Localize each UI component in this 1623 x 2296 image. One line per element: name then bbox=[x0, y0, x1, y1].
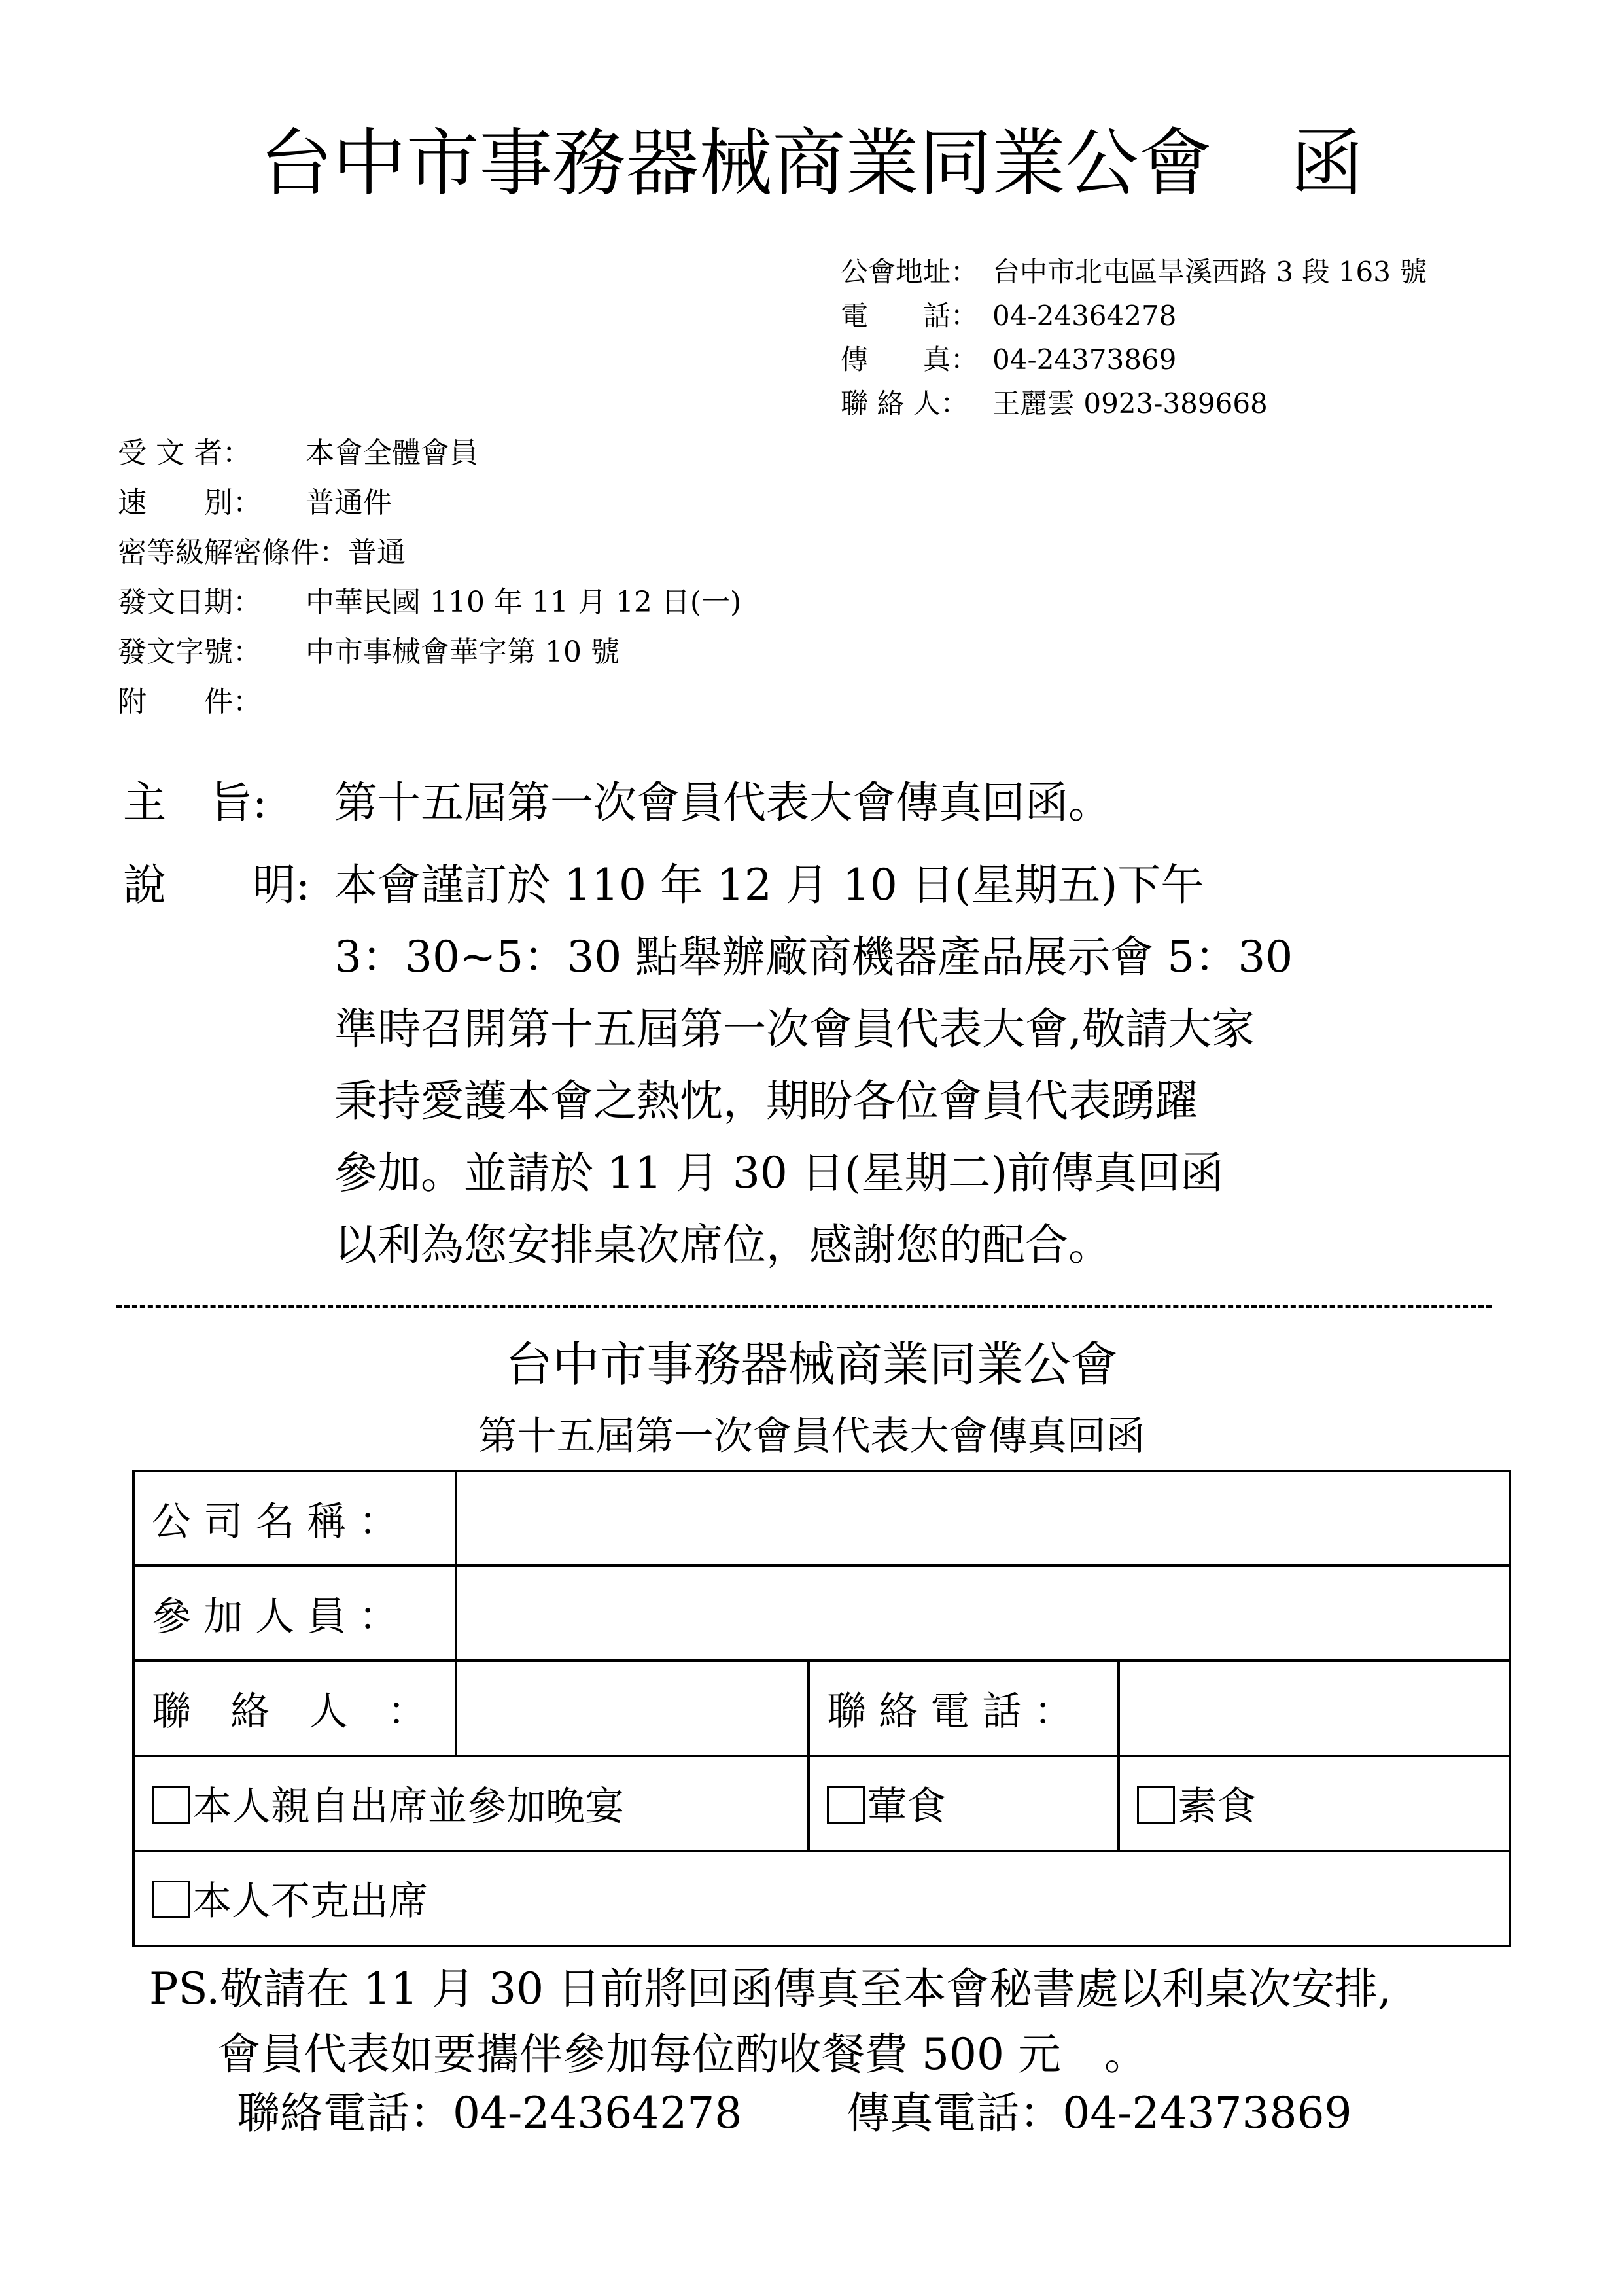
doc-type: 函 bbox=[1290, 121, 1364, 206]
org-fax-label: 傳 真： bbox=[841, 344, 979, 376]
meta-doc-number bbox=[118, 627, 741, 677]
meta-value: 普通件 bbox=[305, 486, 392, 520]
contact-field[interactable] bbox=[456, 1661, 809, 1756]
meat-checkbox[interactable] bbox=[827, 1786, 865, 1824]
ps-note bbox=[149, 1956, 1391, 2087]
document-meta bbox=[118, 429, 741, 727]
org-contact-row bbox=[841, 381, 1427, 425]
meta-attachment bbox=[118, 677, 741, 727]
subject-label: 主 旨: bbox=[123, 777, 268, 828]
org-phone-value: 04-24364278 bbox=[992, 300, 1177, 332]
attendees-row bbox=[133, 1566, 1510, 1661]
absent-option-cell bbox=[133, 1851, 1510, 1946]
meta-label: 受 文 者： bbox=[118, 436, 251, 470]
meat-option-cell bbox=[809, 1756, 1119, 1851]
meat-option-label: 葷食 bbox=[867, 1784, 947, 1830]
attendance-row bbox=[133, 1756, 1510, 1851]
footer-phone: 聯絡電話：04-24364278 bbox=[237, 2088, 742, 2138]
absent-checkbox[interactable] bbox=[152, 1881, 190, 1918]
letter-title bbox=[0, 118, 1623, 209]
explanation-line: 參加。並請於 11 月 30 日(星期二)前傳真回函 bbox=[334, 1148, 1224, 1198]
absent-option-label: 本人不克出席 bbox=[192, 1879, 428, 1925]
company-label: 公 司 名 稱 ： bbox=[133, 1471, 456, 1566]
org-address-label: 公會地址： bbox=[841, 256, 979, 288]
subject-value: 第十五屆第一次會員代表大會傳真回函。 bbox=[334, 777, 1111, 828]
footer-contact bbox=[237, 2081, 1352, 2146]
org-phone-row bbox=[841, 294, 1427, 338]
explanation-line: 準時召開第十五屆第一次會員代表大會,敬請大家 bbox=[334, 1004, 1255, 1054]
org-name: 台中市事務器械商業同業公會 bbox=[259, 121, 1212, 206]
meta-label: 速 別： bbox=[118, 486, 262, 520]
attend-option-label: 本人親自出席並參加晚宴 bbox=[192, 1784, 624, 1830]
meta-classification bbox=[118, 528, 741, 578]
contact-row bbox=[133, 1661, 1510, 1756]
phone-label: 聯 絡 電 話 ： bbox=[809, 1661, 1119, 1756]
absent-row bbox=[133, 1851, 1510, 1946]
attendees-label: 參 加 人 員 ： bbox=[133, 1566, 456, 1661]
meta-value: 中市事械會華字第 10 號 bbox=[305, 635, 620, 669]
footer-fax: 傳真電話：04-24373869 bbox=[846, 2088, 1352, 2138]
veg-option-label: 素食 bbox=[1178, 1784, 1257, 1830]
reply-form-title: 台中市事務器械商業同業公會 bbox=[505, 1337, 1118, 1392]
attend-option-cell bbox=[133, 1756, 809, 1851]
meta-recipient bbox=[118, 429, 741, 478]
explanation-block bbox=[123, 849, 1293, 1281]
explanation-line: 本會謹訂於 110 年 12 月 10 日(星期五)下午 bbox=[334, 860, 1204, 910]
org-address-value: 台中市北屯區旱溪西路 3 段 163 號 bbox=[992, 256, 1427, 288]
meta-label: 發文字號： bbox=[118, 635, 262, 669]
org-fax-value: 04-24373869 bbox=[992, 344, 1177, 376]
explanation-label: 說 明: bbox=[123, 860, 311, 910]
meta-label: 密等級解密條件： bbox=[118, 536, 348, 569]
meta-value: 本會全體會員 bbox=[305, 436, 478, 470]
meta-issue-date bbox=[118, 578, 741, 627]
veg-option-cell bbox=[1119, 1756, 1510, 1851]
meta-label: 附 件： bbox=[118, 685, 262, 718]
explanation-line: 以利為您安排桌次席位，感謝您的配合。 bbox=[334, 1220, 1111, 1270]
explanation-line: 3：30~5：30 點舉辦廠商機器產品展示會 5：30 bbox=[334, 932, 1293, 982]
attend-checkbox[interactable] bbox=[152, 1786, 190, 1824]
attendees-field[interactable] bbox=[456, 1566, 1510, 1661]
org-address-row bbox=[841, 250, 1427, 294]
ps-line-2: 會員代表如要攜伴參加每位酌收餐費 500 元 。 bbox=[217, 2029, 1147, 2079]
reply-form-table bbox=[132, 1470, 1511, 1947]
meta-value: 普通 bbox=[348, 536, 406, 569]
org-phone-label: 電 話： bbox=[841, 300, 979, 332]
phone-field[interactable] bbox=[1119, 1661, 1510, 1756]
meta-urgency bbox=[118, 478, 741, 528]
meta-value: 中華民國 110 年 11 月 12 日(一) bbox=[305, 586, 742, 619]
company-field[interactable] bbox=[456, 1471, 1510, 1566]
contact-label: 聯 絡 人 ： bbox=[133, 1661, 456, 1756]
meta-label: 發文日期： bbox=[118, 586, 262, 619]
subject-line bbox=[123, 767, 1111, 839]
ps-line-1: PS.敬請在 11 月 30 日前將回函傳真至本會秘書處以利桌次安排, bbox=[149, 1964, 1392, 2014]
explanation-text bbox=[334, 849, 1293, 1281]
veg-checkbox[interactable] bbox=[1137, 1786, 1175, 1824]
org-fax-row bbox=[841, 338, 1427, 381]
org-contact-value: 王麗雲 0923-389668 bbox=[992, 387, 1268, 419]
reply-form-subtitle: 第十五屆第一次會員代表大會傳真回函 bbox=[478, 1413, 1145, 1459]
org-contact-label: 聯 絡 人： bbox=[841, 387, 968, 419]
company-row bbox=[133, 1471, 1510, 1566]
explanation-line: 秉持愛護本會之熱忱，期盼各位會員代表踴躍 bbox=[334, 1076, 1198, 1126]
org-info-block bbox=[841, 250, 1427, 425]
cut-line-divider bbox=[116, 1305, 1492, 1308]
